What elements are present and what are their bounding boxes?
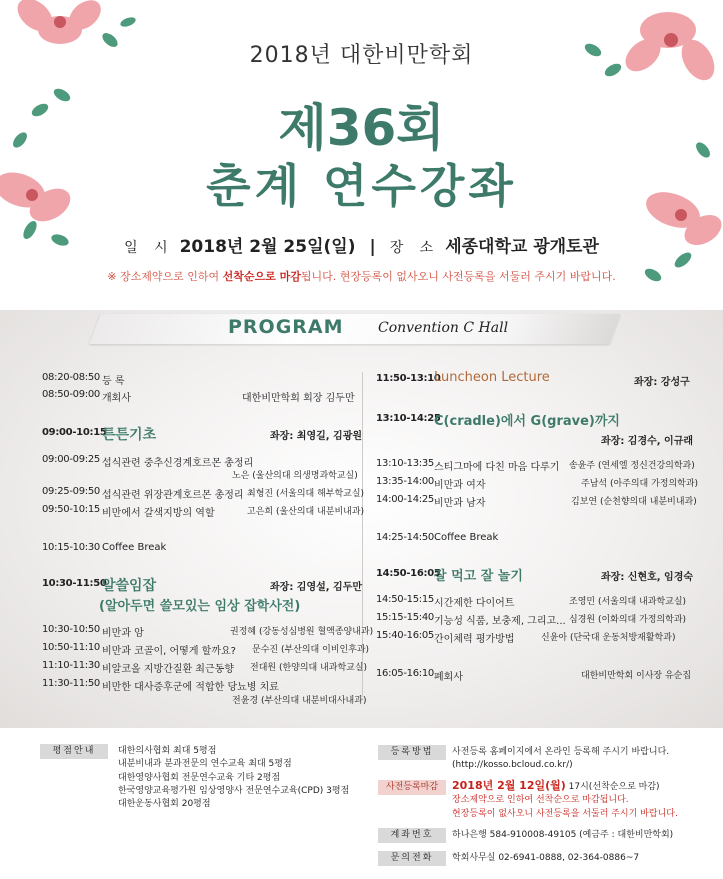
session-title: 비만과 여자 [434, 480, 486, 491]
credit-item: 대한운동사협회 20평점 [118, 799, 211, 810]
session-title: 시간제한 다이어트 [434, 598, 515, 609]
date-label: 일 시 [124, 240, 174, 256]
session-chair: 좌장: 김영설, 김두만 [270, 582, 363, 593]
session-speaker: 전윤경 (부산의대 내분비대사내과) [232, 696, 367, 706]
session-time: 14:00-14:25 [376, 494, 434, 505]
credit-item: 대한의사협회 최대 5평점 [118, 746, 217, 756]
deadline-label: 사전등록마감 [378, 780, 446, 795]
session-title: 스티그마에 다친 마음 다루기 [434, 462, 560, 473]
notice-post: 됩니다. 현장등록이 없사오니 사전등록을 서둘러 주시기 바랍니다. [300, 270, 616, 283]
program-ribbon [90, 314, 621, 344]
separator: | [369, 237, 376, 257]
session-chair: 좌장: 강성구 [634, 377, 690, 388]
session-title: 섭식관련 위장관계호르몬 총정리 [102, 490, 244, 501]
session-title: 알쓸임잡 [102, 578, 157, 594]
session-title: 비알코올 지방간질환 최근동향 [102, 664, 234, 675]
session-time: 08:50-09:00 [42, 389, 100, 400]
session-title: 섭식관련 중추신경계호르몬 총정리 [102, 458, 254, 469]
session-title: 비만에서 갈색지방의 역할 [102, 508, 215, 519]
session-speaker: 고은희 (울산의대 내분비내과) [247, 507, 365, 517]
session-title: Luncheon Lecture [434, 370, 550, 385]
session-title: 비만한 대사증후군에 적합한 당뇨병 치료 [102, 682, 279, 693]
session-subtitle: (알아두면 쓸모있는 임상 잡학사전) [99, 599, 301, 614]
session-time: 15:15-15:40 [376, 612, 434, 623]
contact-value: 학회사무실 02-6941-0888, 02-364-0886~7 [452, 853, 640, 863]
session-time: 09:50-10:15 [42, 504, 100, 515]
session-speaker: 조영민 (서울의대 내과학교실) [569, 597, 687, 607]
program-title: PROGRAM [228, 316, 344, 338]
deadline-info [452, 779, 678, 821]
session-time: 13:10-14:25 [376, 413, 441, 424]
account-label: 계좌번호 [378, 828, 446, 843]
register-info [452, 746, 669, 773]
session-speaker: 대한비만학회 회장 김두만 [242, 393, 355, 404]
credit-item: 한국영양교육평가원 임상영양사 전문연수교육(CPD) 3평점 [118, 785, 350, 796]
register-label: 등록방법 [378, 745, 446, 760]
register-line: 사전등록 홈페이지에서 온라인 등록해 주시기 바랍니다. [452, 747, 670, 757]
session-time: 10:30-10:50 [42, 624, 100, 635]
credits-list [118, 745, 349, 811]
contact-label: 문의전화 [378, 851, 446, 866]
session-title: 비만과 코골이, 어떻게 할까요? [102, 646, 236, 657]
session-title: 기능성 식품, 보충제, 그리고... [434, 616, 566, 627]
session-title: Coffee Break [434, 532, 499, 543]
session-title: Coffee Break [102, 542, 167, 553]
date-place [0, 232, 723, 257]
deadline-note: 17시(선착순으로 마감) [565, 782, 660, 792]
session-speaker: 노은 (울산의대 의생명과학교실) [232, 471, 358, 481]
deadline-line: 현장등록이 없사오니 사전등록을 서둘러 주시기 바랍니다. [452, 808, 678, 819]
session-speaker: 전대원 (한양의대 내과학교실) [250, 663, 368, 673]
session-title: 비만과 암 [102, 628, 144, 639]
session-title: C(cradle)에서 G(grave)까지 [434, 414, 620, 429]
date-value: 2018년 2월 25일(일) [179, 237, 356, 257]
session-speaker: 신윤아 (단국대 운동처방재활학과) [541, 633, 676, 643]
place-value: 세종대학교 광개토관 [445, 237, 599, 257]
deadline-line: 장소제약으로 인하여 선착순으로 마감됩니다. [452, 795, 629, 806]
session-time: 11:30-11:50 [42, 678, 100, 689]
credits-label: 평점안내 [40, 744, 108, 759]
session-time: 16:05-16:10 [376, 668, 434, 679]
session-time: 09:25-09:50 [42, 486, 100, 497]
session-time: 09:00-09:25 [42, 454, 100, 465]
session-time: 13:10-13:35 [376, 458, 434, 469]
session-time: 11:10-11:30 [42, 660, 100, 671]
session-chair: 좌장: 신현호, 임경숙 [601, 572, 694, 583]
session-time: 10:30-11:50 [42, 578, 107, 589]
session-title: 잘 먹고 잘 놀기 [434, 569, 523, 584]
session-speaker: 김보연 (순천향의대 내분비내과) [571, 497, 697, 507]
session-time: 14:50-15:15 [376, 594, 434, 605]
venue-title: Convention C Hall [378, 320, 509, 336]
session-speaker: 문수진 (부산의대 이비인후과) [252, 645, 370, 655]
session-speaker: 대한비만학회 이사장 유순집 [581, 671, 692, 681]
credit-item: 내분비내과 분과전문의 연수교육 최대 5평점 [118, 759, 292, 770]
registration-notice [0, 268, 723, 284]
session-time: 13:35-14:00 [376, 476, 434, 487]
session-title: 튼튼기초 [102, 427, 157, 443]
session-chair: 좌장: 최영길, 김광원 [270, 431, 363, 442]
session-time: 15:40-16:05 [376, 630, 434, 641]
notice-pre: ※ 장소제약으로 인하여 [107, 270, 223, 283]
session-time: 10:15-10:30 [42, 542, 100, 553]
account-value: 하나은행 584-910008-49105 (예금주 : 대한비만학회) [452, 830, 674, 840]
session-title: 개회사 [102, 393, 131, 404]
session-speaker: 주남석 (아주의대 가정의학과) [581, 479, 699, 489]
session-time: 10:50-11:10 [42, 642, 100, 653]
register-url[interactable]: (http://kosso.bcloud.co.kr/) [452, 760, 573, 771]
session-time: 11:50-13:10 [376, 373, 441, 384]
session-speaker: 최형진 (서울의대 해부학교실) [247, 489, 365, 499]
credit-item: 대한영양사협회 전문연수교육 기타 2평점 [118, 772, 281, 783]
session-title: 등 록 [102, 376, 125, 387]
session-time: 09:00-10:15 [42, 427, 107, 438]
deadline-date: 2018년 2월 12일(월) [452, 779, 566, 792]
place-label: 장 소 [389, 240, 440, 256]
organization-title: 2018년 대한비만학회 [249, 43, 474, 68]
session-title: 간이체력 평가방법 [434, 634, 515, 645]
session-time: 08:20-08:50 [42, 372, 100, 383]
session-speaker: 송윤주 (연세엘 정신건강의학과) [569, 461, 695, 471]
event-number: 제36회 [278, 99, 445, 157]
notice-bold: 선착순으로 마감 [222, 270, 301, 283]
event-title: 춘계 연수강좌 [206, 159, 517, 213]
session-time: 14:50-16:05 [376, 568, 441, 579]
session-speaker: 심경원 (이화의대 가정의학과) [569, 615, 687, 625]
session-chair: 좌장: 김경수, 이규래 [601, 436, 694, 447]
session-speaker: 권정혜 (강동성심병원 혈액종양내과) [230, 627, 374, 637]
session-time: 14:25-14:50 [376, 532, 434, 543]
session-title: 비만과 남자 [434, 498, 486, 509]
session-title: 폐회사 [434, 672, 463, 683]
